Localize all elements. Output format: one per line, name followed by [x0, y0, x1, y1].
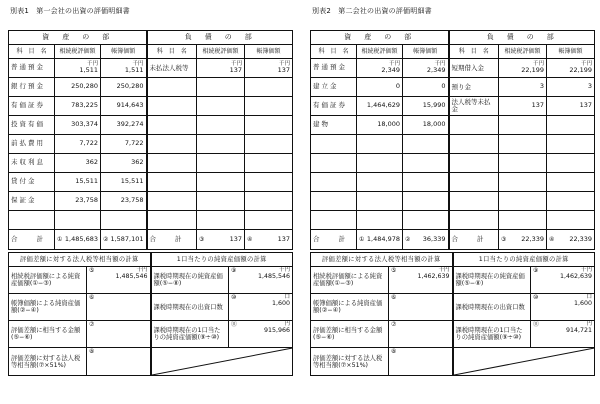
calc-formula: (⑤−⑥) — [313, 334, 335, 341]
crossed-out-cell — [151, 348, 293, 376]
calc-value-text: 1,462,639 — [559, 273, 593, 280]
liab-total-inherit — [499, 230, 547, 250]
empty-cell — [245, 211, 293, 230]
asset-name: 普通預金 — [311, 59, 357, 78]
empty-cell — [357, 192, 403, 211]
col-item: 科 目 名 — [449, 45, 499, 59]
empty-cell — [147, 154, 197, 173]
circle-marker: ⑪ — [533, 321, 540, 328]
calc-value — [229, 294, 293, 321]
calc-formula: (②−④) — [17, 307, 39, 314]
empty-cell — [311, 154, 357, 173]
empty-cell — [197, 116, 245, 135]
col-inherit: 相続税評価額 — [499, 45, 547, 59]
liab-total-book-value: 22,339 — [569, 234, 593, 243]
calc-value-text: 915,966 — [263, 327, 291, 334]
calc-label — [311, 267, 389, 294]
calc-label-text: 課税時期現在の出資口数 — [153, 303, 223, 311]
asset-inherit-value: 2,349 — [381, 66, 400, 75]
calc-formula: (②−④) — [319, 307, 341, 314]
liab-total-inherit — [197, 230, 245, 250]
asset-book-value: 15,511 — [120, 177, 144, 186]
unit-label: 千円 — [438, 267, 450, 273]
asset-book-value: 0 — [441, 82, 446, 91]
asset-inherit-value: 23,758 — [75, 196, 98, 205]
empty-cell — [357, 135, 403, 154]
empty-cell — [55, 211, 101, 230]
empty-cell — [547, 211, 595, 230]
calc-label — [453, 294, 531, 321]
empty-cell — [357, 173, 403, 192]
liab-total-book — [547, 230, 595, 250]
empty-cell — [245, 192, 293, 211]
calc-label-text: 相続税評価額による純資産価額 — [313, 273, 383, 287]
empty-cell — [499, 192, 547, 211]
liability-inherit-value: 137 — [531, 101, 545, 110]
asset-inherit — [55, 97, 101, 116]
assets-total-label: 合 計 — [311, 230, 357, 250]
calc-label — [453, 267, 531, 294]
circle-marker: ⑨ — [533, 267, 539, 274]
asset-inherit-value: 1,511 — [79, 66, 98, 75]
calc-formula: (①−③) — [331, 280, 354, 287]
empty-cell — [147, 173, 197, 192]
unit-label: 千円 — [533, 61, 545, 68]
asset-inherit — [55, 116, 101, 135]
asset-inherit — [357, 78, 403, 97]
circle-marker: ① — [57, 235, 63, 243]
unit-label: 千円 — [136, 267, 148, 273]
calc-formula: (①−③) — [29, 280, 52, 287]
circle-marker: ④ — [247, 235, 253, 243]
circle-marker: ⑩ — [231, 294, 237, 301]
calc-value — [229, 267, 293, 294]
asset-inherit — [357, 59, 403, 78]
asset-inherit-value: 7,722 — [79, 139, 98, 148]
asset-book — [101, 97, 147, 116]
calc-formula: (⑨÷⑩) — [499, 334, 522, 341]
circle-marker: ⑧ — [391, 348, 397, 355]
asset-inherit-value: 362 — [85, 158, 98, 167]
balance-sheet-table — [8, 30, 293, 250]
unit-label: 口 — [586, 294, 593, 300]
calc-label — [311, 348, 389, 376]
calc-value — [87, 348, 151, 376]
asset-name: 保証金 — [9, 192, 55, 211]
calc-formula: (⑨÷⑩) — [197, 334, 220, 341]
liab-total-inherit-value: 22,339 — [521, 234, 545, 243]
liability-inherit — [499, 59, 547, 78]
balance-sheet-table — [310, 30, 595, 250]
circle-marker: ② — [405, 235, 411, 243]
assets-total-label: 合 計 — [9, 230, 55, 250]
unit-label: 円 — [586, 321, 593, 327]
circle-marker: ① — [359, 235, 365, 243]
per-unit-calc-title: 1口当たりの純資産価額の計算 — [453, 253, 595, 267]
empty-cell — [499, 154, 547, 173]
empty-cell — [449, 116, 499, 135]
asset-inherit — [357, 97, 403, 116]
figure-caption: 別表2 第二会社の出資の評価明細書 — [312, 7, 432, 15]
asset-inherit-value: 783,225 — [71, 101, 98, 110]
col-book: 帳簿価額 — [101, 45, 147, 59]
asset-book-value: 392,274 — [116, 120, 144, 129]
circle-marker: ⑨ — [231, 267, 237, 274]
calc-formula: (⑤−⑧) — [461, 280, 484, 287]
calc-value — [87, 294, 151, 321]
empty-cell — [197, 78, 245, 97]
calc-label — [9, 348, 87, 376]
asset-book — [403, 78, 449, 97]
calc-formula: (⑦×51%) — [36, 361, 67, 369]
col-inherit: 相続税評価額 — [55, 45, 101, 59]
calc-formula: (⑦×51%) — [338, 361, 369, 369]
calculation-table — [310, 252, 595, 376]
liability-name: 未払法人税等 — [147, 59, 197, 78]
empty-cell — [245, 97, 293, 116]
calc-label — [9, 267, 87, 294]
empty-cell — [449, 173, 499, 192]
assets-total-inherit — [357, 230, 403, 250]
empty-cell — [449, 135, 499, 154]
calc-label-text: 相続税評価額による純資産価額 — [11, 273, 81, 287]
calc-label-text: 帳簿価額による純資産価額 — [313, 300, 383, 314]
asset-name: 前払費用 — [9, 135, 55, 154]
calc-label-text: 課税時期現在の1口当たりの純資産価額 — [455, 327, 523, 341]
tax-calc-title: 評価差額に対する法人税等相当額の計算 — [311, 253, 453, 267]
liability-book — [547, 78, 595, 97]
tax-calc-title: 評価差額に対する法人税等相当額の計算 — [9, 253, 151, 267]
liability-book — [547, 97, 595, 116]
calc-label-text: 帳簿価額による純資産価額 — [11, 300, 81, 314]
calc-label-text: 評価差額に相当する金額 — [11, 327, 81, 334]
unit-label: 千円 — [581, 61, 593, 68]
asset-inherit — [55, 173, 101, 192]
empty-cell — [547, 135, 595, 154]
asset-book — [101, 59, 147, 78]
liability-name: 短期借入金 — [449, 59, 499, 78]
calc-label-text: 評価差額に相当する金額 — [313, 327, 383, 334]
empty-cell — [147, 192, 197, 211]
calc-value — [389, 267, 453, 294]
empty-cell — [197, 173, 245, 192]
calc-value-text: 1,600 — [271, 300, 291, 307]
empty-cell — [147, 97, 197, 116]
asset-inherit-value: 0 — [395, 82, 400, 91]
empty-cell — [147, 135, 197, 154]
asset-inherit — [357, 116, 403, 135]
assets-total-book — [403, 230, 449, 250]
empty-cell — [499, 211, 547, 230]
empty-cell — [547, 154, 595, 173]
col-inherit: 相続税評価額 — [197, 45, 245, 59]
calc-label — [151, 321, 229, 348]
col-item: 科 目 名 — [9, 45, 55, 59]
circle-marker: ⑩ — [533, 294, 539, 301]
empty-cell — [311, 192, 357, 211]
empty-cell — [357, 154, 403, 173]
calc-formula: (⑤−⑥) — [11, 334, 33, 341]
empty-cell — [147, 78, 197, 97]
calc-label — [151, 267, 229, 294]
circle-marker: ③ — [501, 235, 507, 243]
liabilities-header: 負 債 の 部 — [449, 31, 595, 45]
asset-book — [101, 173, 147, 192]
calc-value-text: 914,721 — [565, 327, 593, 334]
calc-value-text: 1,485,546 — [257, 273, 291, 280]
asset-book-value: 2,349 — [426, 66, 446, 75]
unit-label: 千円 — [231, 61, 243, 68]
calc-label-text: 課税時期現在の純資産価額 — [153, 273, 223, 287]
liability-inherit — [499, 78, 547, 97]
liability-inherit-value: 137 — [229, 66, 243, 75]
calc-value — [229, 321, 293, 348]
assets-total-book-value: 36,339 — [422, 234, 446, 243]
col-inherit: 相続税評価額 — [357, 45, 403, 59]
empty-cell — [403, 135, 449, 154]
asset-inherit — [55, 78, 101, 97]
circle-marker: ⑦ — [391, 321, 397, 328]
asset-name: 有価証券 — [9, 97, 55, 116]
calc-value — [531, 267, 595, 294]
empty-cell — [403, 192, 449, 211]
empty-cell — [449, 211, 499, 230]
unit-label: 千円 — [434, 61, 446, 68]
asset-book-value: 7,722 — [124, 139, 144, 148]
empty-cell — [547, 192, 595, 211]
asset-inherit — [55, 192, 101, 211]
calc-formula: (⑤−⑧) — [159, 280, 182, 287]
circle-marker: ④ — [549, 235, 555, 243]
asset-inherit — [55, 59, 101, 78]
assets-total-book-value: 1,587,101 — [110, 234, 144, 243]
circle-marker: ⑥ — [391, 294, 397, 301]
circle-marker: ⑥ — [89, 294, 95, 301]
unit-label: 千円 — [279, 267, 291, 273]
calc-value — [389, 294, 453, 321]
col-book: 帳簿価額 — [547, 45, 595, 59]
liab-total-inherit-value: 137 — [229, 234, 243, 243]
assets-header: 資 産 の 部 — [311, 31, 449, 45]
calc-label — [151, 294, 229, 321]
asset-book-value: 362 — [131, 158, 144, 167]
liability-inherit — [499, 97, 547, 116]
asset-book-value: 18,000 — [422, 120, 446, 129]
circle-marker: ⑪ — [231, 321, 238, 328]
circle-marker: ⑤ — [89, 267, 95, 274]
asset-inherit-value: 303,374 — [71, 120, 98, 129]
unit-label: 千円 — [132, 61, 144, 68]
unit-label: 千円 — [388, 61, 400, 68]
asset-book — [101, 192, 147, 211]
empty-cell — [547, 173, 595, 192]
circle-marker: ③ — [199, 235, 205, 243]
calc-label — [311, 294, 389, 321]
empty-cell — [197, 154, 245, 173]
asset-name: 有価証券 — [311, 97, 357, 116]
assets-header: 資 産 の 部 — [9, 31, 147, 45]
asset-inherit-value: 18,000 — [377, 120, 400, 129]
asset-book — [403, 59, 449, 78]
liab-total-book — [245, 230, 293, 250]
circle-marker: ② — [103, 235, 109, 243]
crossed-out-cell — [453, 348, 595, 376]
asset-book — [101, 135, 147, 154]
calc-value — [531, 321, 595, 348]
liab-total-label: 合 計 — [449, 230, 499, 250]
empty-cell — [197, 97, 245, 116]
asset-book — [101, 116, 147, 135]
asset-book — [101, 78, 147, 97]
asset-book-value: 23,758 — [120, 196, 144, 205]
asset-name: 貸付金 — [9, 173, 55, 192]
circle-marker: ⑤ — [391, 267, 397, 274]
asset-book-value: 914,643 — [116, 101, 144, 110]
col-item: 科 目 名 — [147, 45, 197, 59]
liability-name: 預り金 — [449, 78, 499, 97]
calc-value-text: 1,462,639 — [417, 273, 450, 280]
asset-name: 建物 — [311, 116, 357, 135]
calc-label-text: 課税時期現在の出資口数 — [455, 303, 525, 311]
empty-cell — [311, 173, 357, 192]
calc-value — [389, 348, 453, 376]
liability-name: 法人税等未払金 — [449, 97, 499, 116]
empty-cell — [449, 154, 499, 173]
calc-label — [453, 321, 531, 348]
unit-label: 千円 — [279, 61, 291, 68]
calc-label — [9, 321, 87, 348]
liabilities-header: 負 債 の 部 — [147, 31, 293, 45]
unit-label: 千円 — [86, 61, 98, 68]
empty-cell — [245, 78, 293, 97]
asset-inherit — [55, 154, 101, 173]
empty-cell — [101, 211, 147, 230]
liability-book-value: 137 — [579, 101, 593, 110]
empty-cell — [499, 173, 547, 192]
calc-value-text: 1,485,546 — [115, 273, 148, 280]
empty-cell — [403, 173, 449, 192]
empty-cell — [245, 116, 293, 135]
liability-book — [547, 59, 595, 78]
empty-cell — [403, 211, 449, 230]
col-book: 帳簿価額 — [403, 45, 449, 59]
asset-book-value: 250,280 — [116, 82, 144, 91]
calc-label-text: 課税時期現在の1口当たりの純資産価額 — [153, 327, 221, 341]
calculation-table — [8, 252, 293, 376]
calc-value — [87, 267, 151, 294]
assets-total-book — [101, 230, 147, 250]
empty-cell — [9, 211, 55, 230]
liability-inherit-value: 22,199 — [521, 66, 545, 75]
unit-label: 口 — [284, 294, 291, 300]
asset-book — [403, 97, 449, 116]
assets-total-inherit-value: 1,485,683 — [64, 234, 98, 243]
empty-cell — [403, 154, 449, 173]
empty-cell — [499, 116, 547, 135]
empty-cell — [197, 135, 245, 154]
figure-caption: 別表1 第一会社の出資の評価明細書 — [10, 7, 130, 15]
calc-value-text: 1,600 — [573, 300, 593, 307]
empty-cell — [311, 211, 357, 230]
assets-total-inherit — [55, 230, 101, 250]
empty-cell — [147, 211, 197, 230]
asset-name: 未収利息 — [9, 154, 55, 173]
empty-cell — [311, 135, 357, 154]
liability-book-value: 3 — [587, 82, 593, 91]
empty-cell — [449, 192, 499, 211]
asset-name: 投資有価 — [9, 116, 55, 135]
calc-label — [311, 321, 389, 348]
empty-cell — [499, 135, 547, 154]
asset-inherit-value: 250,280 — [71, 82, 98, 91]
circle-marker: ⑧ — [89, 348, 95, 355]
asset-name: 銀行預金 — [9, 78, 55, 97]
liability-inherit — [197, 59, 245, 78]
assets-total-inherit-value: 1,484,978 — [366, 234, 400, 243]
asset-name: 普通預金 — [9, 59, 55, 78]
liab-total-label: 合 計 — [147, 230, 197, 250]
liab-total-book-value: 137 — [277, 234, 291, 243]
calc-label-text: 評価差額に対する法人税等相当額 — [11, 354, 81, 369]
calc-label — [9, 294, 87, 321]
asset-book — [101, 154, 147, 173]
asset-book-value: 15,990 — [422, 101, 446, 110]
liability-inherit-value: 3 — [539, 82, 545, 91]
asset-inherit-value: 1,464,629 — [366, 101, 400, 110]
empty-cell — [547, 116, 595, 135]
liability-book-value: 137 — [277, 66, 291, 75]
col-item: 科 目 名 — [311, 45, 357, 59]
circle-marker: ⑦ — [89, 321, 95, 328]
asset-inherit — [55, 135, 101, 154]
unit-label: 円 — [284, 321, 291, 327]
empty-cell — [197, 192, 245, 211]
unit-label: 千円 — [581, 267, 593, 273]
asset-inherit-value: 15,511 — [75, 177, 98, 186]
empty-cell — [197, 211, 245, 230]
liability-book — [245, 59, 293, 78]
empty-cell — [245, 173, 293, 192]
calc-label-text: 課税時期現在の純資産価額 — [455, 273, 525, 287]
asset-name: 建立金 — [311, 78, 357, 97]
asset-book — [403, 116, 449, 135]
empty-cell — [147, 116, 197, 135]
calc-value — [389, 321, 453, 348]
per-unit-calc-title: 1口当たりの純資産価額の計算 — [151, 253, 293, 267]
empty-cell — [357, 211, 403, 230]
calc-value — [531, 294, 595, 321]
calc-label-text: 評価差額に対する法人税等相当額 — [313, 354, 383, 369]
asset-book-value: 1,511 — [124, 66, 144, 75]
liability-book-value: 22,199 — [569, 66, 593, 75]
empty-cell — [245, 154, 293, 173]
col-book: 帳簿価額 — [245, 45, 293, 59]
empty-cell — [245, 135, 293, 154]
calc-value — [87, 321, 151, 348]
